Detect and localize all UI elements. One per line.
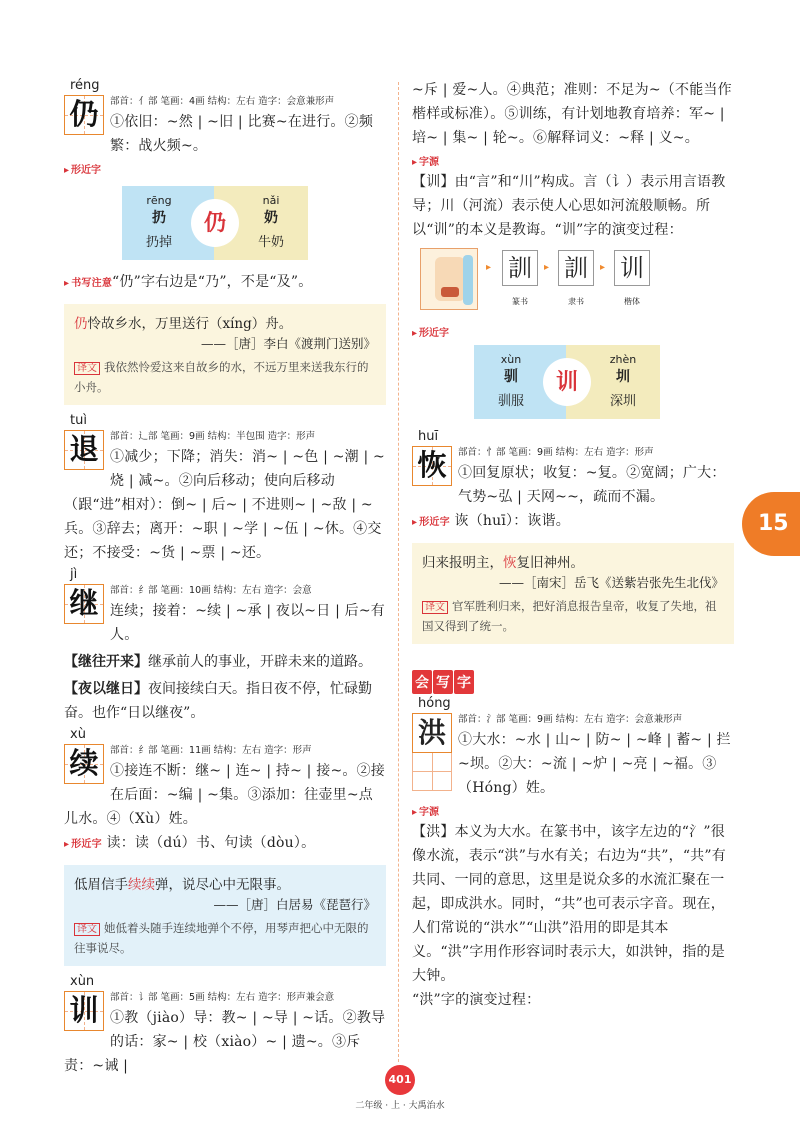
poem-box: 仍怜故乡水，万里送行（xíng）舟。 ——［唐］李白《渡荆门送别》 译文 我依然怜爱这来自故乡的水，不远万里来送我东行的小舟。 [64,304,386,405]
writing-grid [412,713,452,793]
char-meta: 部首：纟部 笔画：10画 结构：左右 造字：会意 [110,585,312,596]
entry-hui [412,429,734,644]
entry-reng [64,78,386,405]
left-column [64,78,386,1080]
section-title: 会 写 字 [412,670,475,694]
evolution-strip: ▸ 訓 篆书 ▸ 訓 隶书 ▸ 训 楷体 [412,248,734,318]
definition: ①减少；下降；消失：消~ | ~色 | ~潮 | ~烧 | 减~。②向后移动；使向后移动（跟“进”相对）：倒~ | 后~ | 不进则~ | ~敌 | ~兵。③辞去；离开：~职 | ~学 | ~伍 | ~休。④交还；不接受：~货 | ~票 | ~还。 [64,449,385,561]
column-divider [398,82,399,1062]
definition: ①接连不断：继~ | 连~ | 持~ | 接~。②接在后面：~编 | ~集。③添加：往壶里~点儿水。④（Xù）姓。 [64,763,385,827]
entry-xun [64,974,386,1078]
origin-illustration [420,248,478,310]
pinyin: xù [70,727,86,742]
similar-note: ▸ 形近字 诙（huī）：诙谐。 [412,509,734,535]
definition: ①大水：~水 | 山~ | 防~ | ~峰 | 蓄~ | 拦~坝。②大：~流 | ~炉 | ~亮 | ~福。③（Hóng）姓。 [458,732,731,796]
char-meta: 部首：纟部 笔画：11画 结构：左右 造字：形声 [110,745,312,756]
char-meta: 部首：辶部 笔画：9画 结构：半包围 造字：形声 [110,431,316,442]
char-box: 续 [64,744,104,784]
chapter-tab: 15 [742,492,800,556]
similar-chars: xùn 驯 驯服 训 zhèn 圳 深圳 [474,345,660,419]
char-box: 恢 [412,446,452,486]
origin-label: ▸ 字源 [412,153,734,168]
right-column [412,78,734,1014]
idiom: 【夜以继日】夜间接续白天。指日夜不停，忙碌勤奋。也作“日以继夜”。 [64,681,372,721]
char-box: 训 [64,991,104,1031]
pinyin: réng [70,78,100,93]
definition: ①依旧：~然 | ~旧 | 比赛~在进行。②频繁：战火频~。 [110,114,374,154]
origin-label: ▸ 字源 [412,803,734,818]
poem-box: 归来报明主，恢复旧神州。 ——［南宋］岳飞《送紫岩张先生北伐》 译文 官军胜利归来，把好消息报告皇帝，收复了失地，祖国又得到了统一。 [412,543,734,644]
writing-note: ▸ 书写注意“仍”字右边是“乃”，不是“及”。 [64,270,386,296]
definition: ①教（jiào）导：教~ | ~导 | ~话。②教导的话：家~ | 校（xiào）~ | 遗~。③斥责：~诫 | [64,1010,386,1074]
char-origin: 【洪】本义为大水。在篆书中，该字左边的“氵”很像水流，表示“洪”与水有关；右边为“共”，“共”有共同、一同的意思，这里是说众多的水流汇聚在一起，即成洪水。同时，“共”也可表示字音。现在，人们常说的“洪水”“山洪”沿用的即是其本义。“洪”字用作形容词时表示大，如洪钟，指的是大钟。 [412,824,726,984]
similar-label: ▸ 形近字 [64,161,386,176]
pinyin: huī [418,429,439,444]
pinyin: tuì [70,413,87,428]
pinyin: jì [70,567,78,582]
char-box: 退 [64,430,104,470]
seal-glyph: 訓 [502,250,538,286]
definition: ①回复原状；收复：~复。②宽阔；广大：气势~弘 | 天网~~，疏而不漏。 [458,465,726,505]
char-origin: 【训】由“言”和“川”构成。言（讠）表示用言语教导；川（河流）表示使人心思如河流般顺畅。所以“训”的本义是教诲。“训”字的演变过程： [412,174,726,238]
char-meta: 部首：讠部 笔画：5画 结构：左右 造字：形声兼会意 [110,992,335,1003]
definition-continued: ~斥 | 爱~人。④典范；准则：不足为~（不能当作楷样或标准）。⑤训练，有计划地教育培养：军~ | 培~ | 集~ | 轮~。⑥解释词义：~释 | 义~。 [412,82,732,146]
page-number: 401 [385,1065,415,1095]
similar-label: ▸ 形近字 [412,324,734,339]
char-box: 仍 [64,95,104,135]
entry-ji [64,567,386,725]
similar-note: ▸ 形近字 读：读（dú）书、句读（dòu）。 [64,831,386,857]
entry-hong [412,696,734,1012]
char-meta: 部首：忄部 笔画：9画 结构：左右 造字：形声 [458,447,654,458]
similar-chars: rēng 扔 扔掉 仍 nǎi 奶 牛奶 [122,186,308,260]
page-footer: 二年级 · 上 · 大禹治水 [355,1101,445,1111]
idiom: 【继往开来】继承前人的事业，开辟未来的道路。 [64,654,372,670]
pinyin: xùn [70,974,95,989]
char-box: 洪 [412,713,452,753]
entry-tui [64,413,386,565]
entry-xu [64,727,386,966]
char-box: 继 [64,584,104,624]
char-meta: 部首：氵部 笔画：9画 结构：左右 造字：会意兼形声 [458,714,683,725]
pinyin: hóng [418,696,451,711]
evolution-caption: “洪”字的演变过程： [412,992,541,1008]
clerical-glyph: 訓 [558,250,594,286]
char-meta: 部首：亻部 笔画：4画 结构：左右 造字：会意兼形声 [110,96,335,107]
poem-box: 低眉信手续续弹，说尽心中无限事。 ——［唐］白居易《琵琶行》 译文 她低着头随手连续地弹个不停，用琴声把心中无限的往事说尽。 [64,865,386,966]
regular-glyph: 训 [614,250,650,286]
definition: 连续；接着：~续 | ~承 | 夜以~日 | 后~有人。 [110,603,385,643]
